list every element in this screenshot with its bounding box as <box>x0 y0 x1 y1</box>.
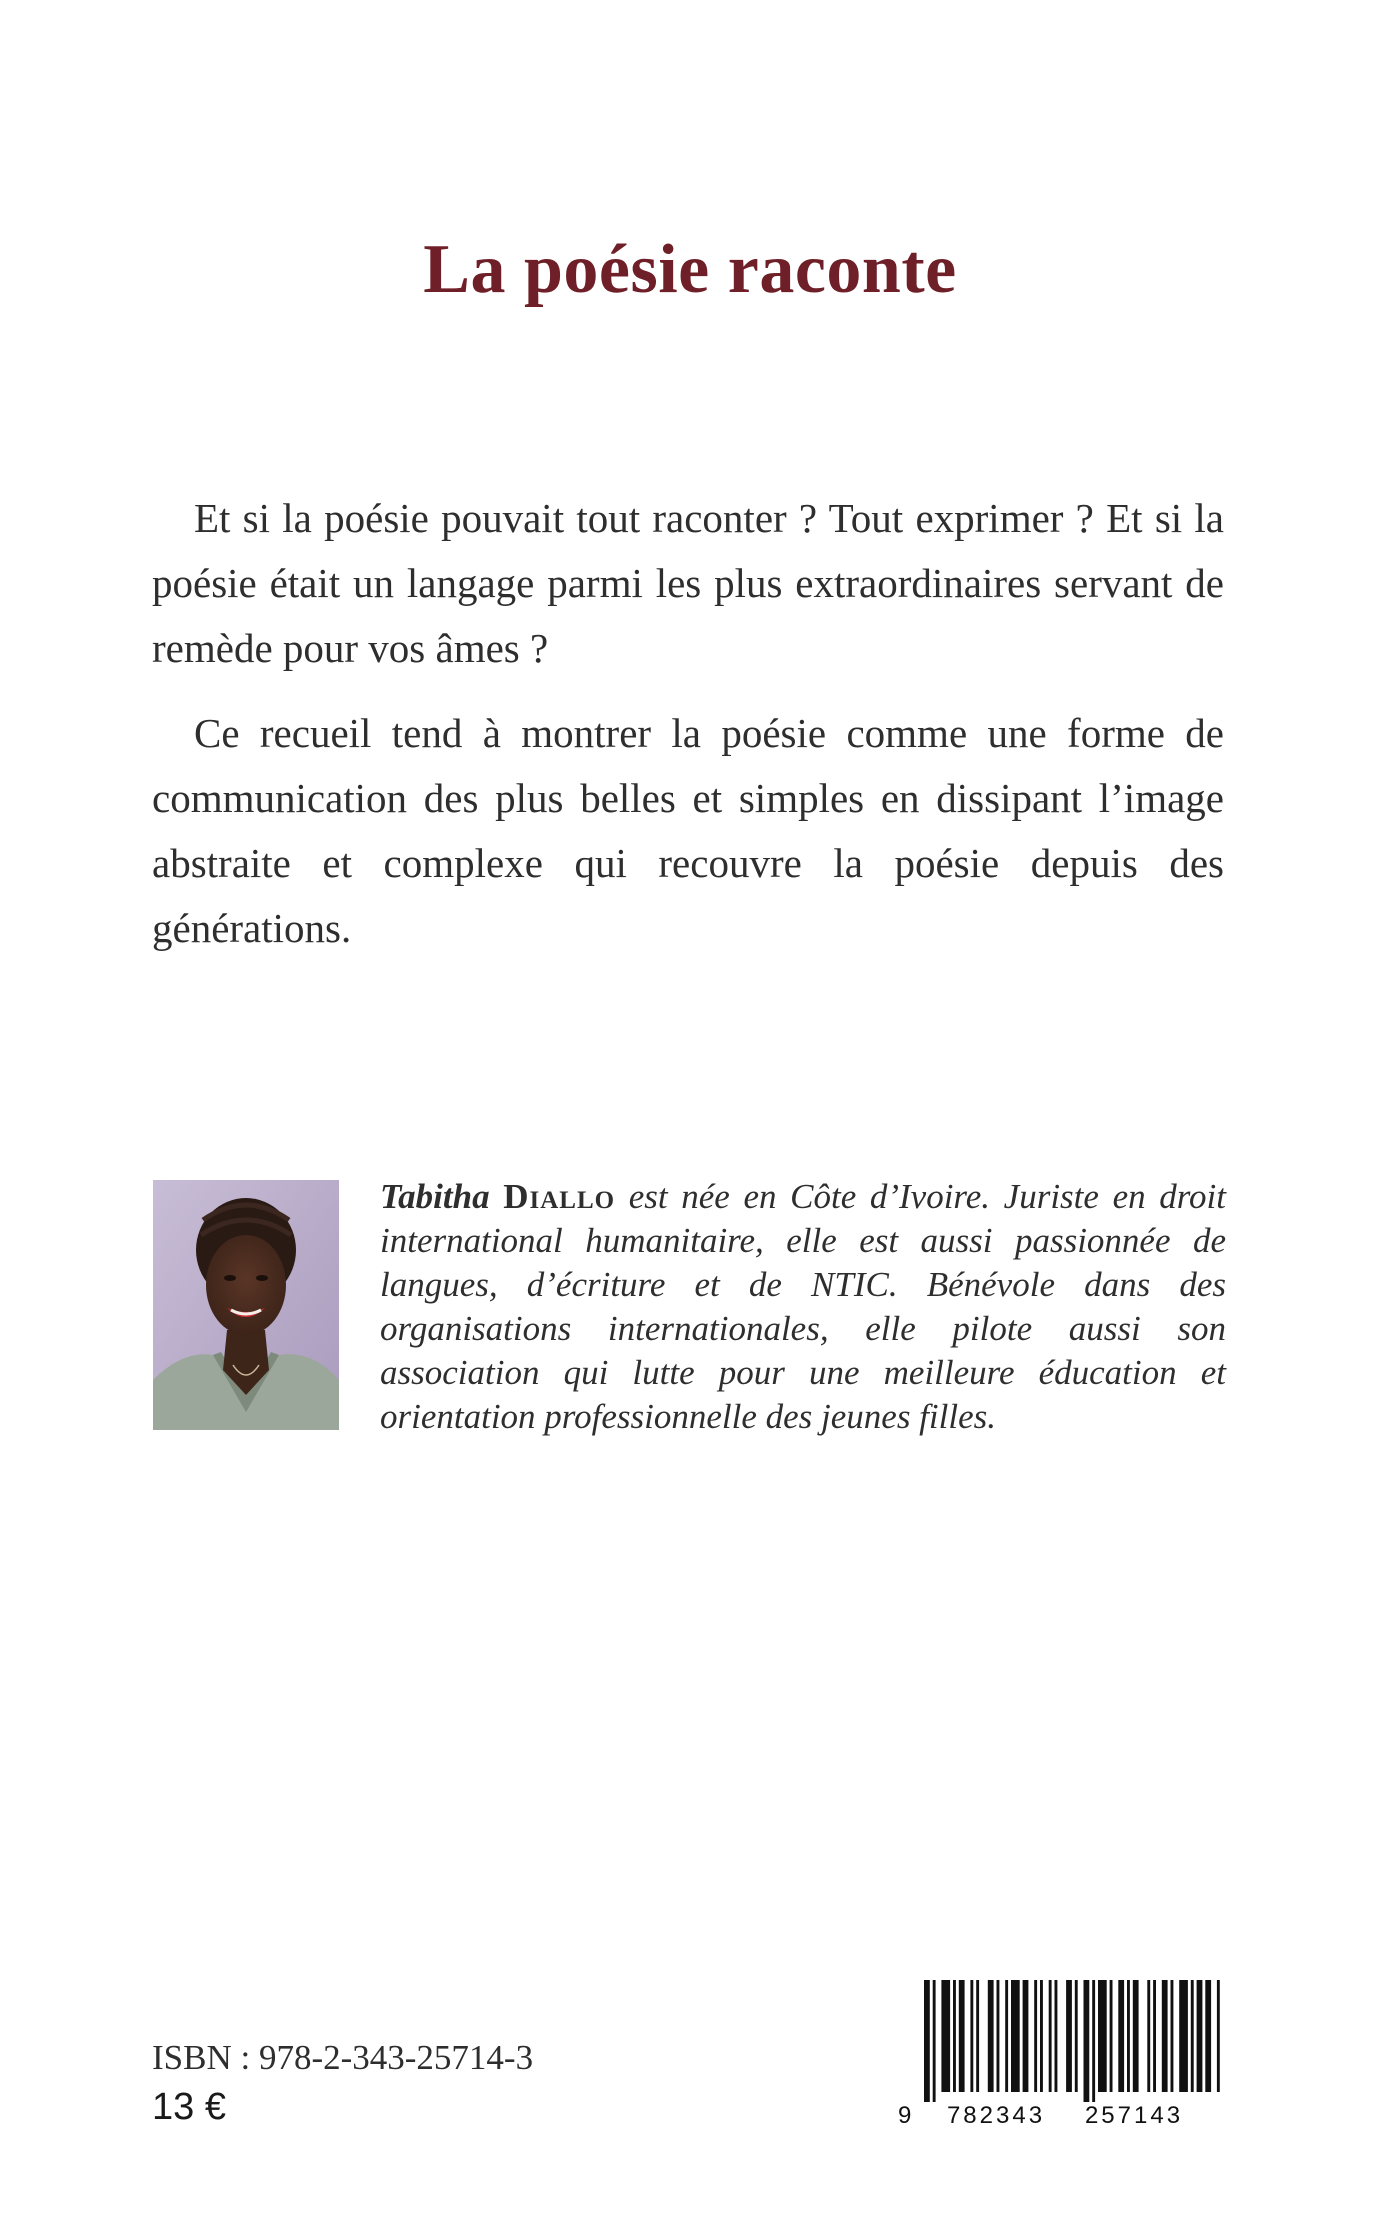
barcode-bar <box>1040 1980 1043 2092</box>
barcode-bar <box>976 1980 979 2092</box>
barcode-bar <box>1179 1980 1188 2092</box>
blurb-paragraph: Et si la poésie pouvait tout raconter ? Tout exprimer ? Et si la poésie était un langage parmi les plus extraordinaires servant de remède pour vos âmes ? <box>152 495 1224 671</box>
barcode-bar <box>988 1980 994 2092</box>
barcode-bar <box>1147 1980 1150 2092</box>
barcode-bar <box>941 1980 950 2092</box>
barcode-bar <box>1066 1980 1072 2092</box>
barcode-bar <box>1084 1980 1090 2102</box>
book-title: La poésie raconte <box>423 231 957 308</box>
barcode-bar <box>1049 1980 1052 2092</box>
barcode-bar <box>1023 1980 1029 2092</box>
barcode <box>896 1980 1226 2130</box>
barcode-bar <box>953 1980 956 2092</box>
barcode-bar <box>1197 1980 1203 2092</box>
barcode-bar <box>1217 1980 1220 2092</box>
barcode-bar <box>1011 1980 1020 2092</box>
author-bio-text: est née en Côte d’Ivoire. Juriste en droit international humanitaire, elle est aussi passionnée de langues, d’écriture et de NTIC. Bénévole dans des organisations internationales, elle pilote aussi son association qui lutte pour une meilleure éducation et orientation professionnelle des jeunes filles. <box>380 1177 1227 1436</box>
barcode-bar <box>1098 1980 1107 2092</box>
author-last-name: Diallo <box>503 1177 616 1216</box>
barcode-bar <box>933 1980 936 2102</box>
isbn: ISBN : 978-2-343-25714-3 <box>152 2038 534 2077</box>
barcode-digits-right: 257143 <box>1084 2102 1184 2129</box>
barcode-bar <box>959 1980 965 2092</box>
barcode-bar <box>1092 1980 1095 2102</box>
barcode-bar <box>970 1980 973 2092</box>
author-biography <box>380 1175 1226 1439</box>
barcode-bar <box>1034 1980 1037 2092</box>
author-first-name: Tabitha <box>380 1177 490 1216</box>
barcode-bar <box>1118 1980 1124 2092</box>
barcode-bar <box>1162 1980 1168 2092</box>
price: 13 € <box>152 2086 226 2128</box>
barcode-bar <box>1055 1980 1058 2092</box>
barcode-bar <box>1153 1980 1156 2092</box>
barcode-bar <box>1127 1980 1130 2092</box>
barcode-bar <box>997 1980 1000 2092</box>
author-photo <box>153 1180 339 1430</box>
barcode-digits-left: 782343 <box>946 2102 1046 2129</box>
barcode-bar <box>1075 1980 1078 2092</box>
blurb-paragraph: Ce recueil tend à montrer la poésie comme une forme de communication des plus belles et simples en dissipant l’image abstraite et complexe qui recouvre la poésie depuis des générations. <box>152 710 1224 951</box>
barcode-bar <box>1005 1980 1008 2092</box>
barcode-bar <box>1191 1980 1194 2092</box>
barcode-bar <box>1110 1980 1113 2092</box>
barcode-digit-prefix: 9 <box>898 2102 912 2129</box>
barcode-bar <box>1171 1980 1174 2092</box>
barcode-bar <box>924 1980 930 2102</box>
back-cover-blurb <box>152 486 1224 981</box>
author-portrait-image <box>153 1180 339 1430</box>
barcode-bar <box>1133 1980 1139 2092</box>
barcode-bar <box>1205 1980 1211 2092</box>
